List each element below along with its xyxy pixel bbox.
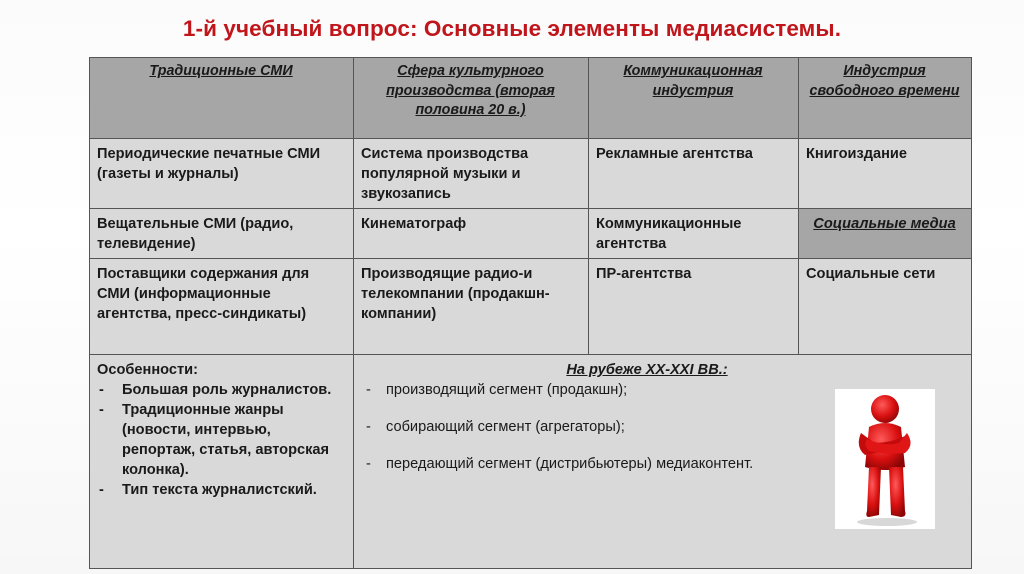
table-cell: Вещательные СМИ (радио, телевидение) xyxy=(90,209,354,259)
table-cell: ПР-агентства xyxy=(589,259,799,355)
list-item: - передающий сегмент (дистрибьютеры) медиаконтент. xyxy=(361,454,963,474)
list-item: - Тип текста журналистский. xyxy=(97,480,345,500)
table-cell: Поставщики содержания для СМИ (информационные агентства, пресс-синдикаты) xyxy=(90,259,354,355)
header-leisure-industry: Индустрия свободного времени xyxy=(799,58,972,139)
slide-title: 1-й учебный вопрос: Основные элементы медиасистемы. xyxy=(182,16,842,41)
table-cell: Система производства популярной музыки и звукозапись xyxy=(354,139,589,209)
table-header-row xyxy=(90,58,972,139)
red-person-icon xyxy=(835,389,935,529)
features-list xyxy=(97,380,345,500)
list-item: - производящий сегмент (продакшн); xyxy=(361,380,963,400)
list-item: - собирающий сегмент (агрегаторы); xyxy=(361,417,963,437)
table-cell: Коммуникационные агентства xyxy=(589,209,799,259)
header-traditional-media: Традиционные СМИ xyxy=(90,58,354,139)
table-cell: Рекламные агентства xyxy=(589,139,799,209)
turn-title: На рубеже XX-XXI ВВ.: xyxy=(566,362,728,378)
features-title: Особенности: xyxy=(97,362,198,378)
table-cell: Периодические печатные СМИ (газеты и журналы) xyxy=(90,139,354,209)
features-cell xyxy=(90,355,354,569)
table-cell: Кинематограф xyxy=(354,209,589,259)
list-item: - Большая роль журналистов. xyxy=(97,380,345,400)
table-row xyxy=(90,259,972,355)
table-row xyxy=(90,139,972,209)
table-cell-highlighted: Социальные медиа xyxy=(799,209,972,259)
person-figure-image xyxy=(835,389,935,529)
table-row xyxy=(90,209,972,259)
table-cell: Производящие радио-и телекомпании (продакшн-компании) xyxy=(354,259,589,355)
table-cell: Социальные сети xyxy=(799,259,972,355)
header-cultural-production: Сфера культурного производства (вторая половина 20 в.) xyxy=(354,58,589,139)
table-cell: Книгоиздание xyxy=(799,139,972,209)
header-communication-industry: Коммуникационная индустрия xyxy=(589,58,799,139)
list-item: - Традиционные жанры (новости, интервью, репортаж, статья, авторская колонка). xyxy=(97,400,345,480)
